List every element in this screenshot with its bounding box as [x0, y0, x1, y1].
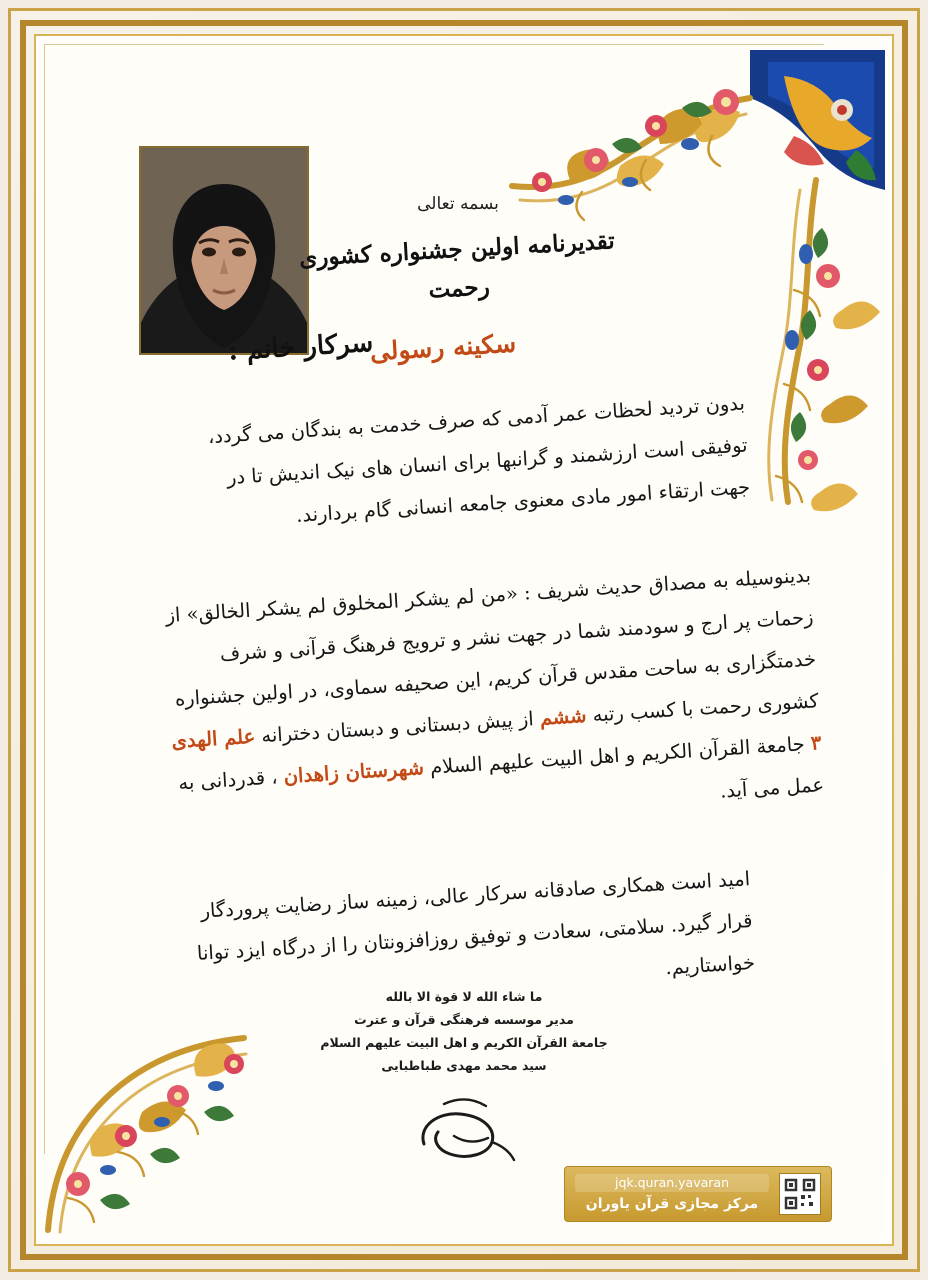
footer-handle[interactable]: jqk.quran.yavaran	[575, 1174, 769, 1193]
page-title: تقدیرنامه اولین جشنواره کشوری رحمت	[298, 227, 616, 304]
school-name: علم الهدی ۳	[170, 724, 822, 755]
paragraph-two-part-two: از پیش دبستانی و دبستان دخترانه	[260, 706, 535, 748]
qr-code-glyph	[784, 1178, 816, 1210]
paragraph-two	[151, 555, 825, 847]
qr-code-icon	[779, 1173, 821, 1215]
paragraph-two-part-one: بدینوسیله به مصداق حدیث شریف : «من لم یشکر المخلوق لم یشکر الخالق» از زحمات پر ارج و سودمند شما در جهت نشر و ترویج فرهنگ قرآنی و شرف خدمتگزاری به ساحت مقدس قرآن کریم، این صحیفه سماوی، در اولین جشنواره کشوری رحمت با کسب رتبه	[164, 563, 820, 727]
avatar	[139, 146, 309, 355]
recipient-name: سکینه رسولی	[369, 328, 517, 367]
footer-badge[interactable]	[564, 1166, 832, 1222]
salutation-label: سرکار خانم :	[227, 327, 375, 367]
signatory-line-4: سید محمد مهدی طباطبایی	[381, 1058, 547, 1074]
paragraph-three: امید است همکاری صادقانه سرکار عالی، زمینه ساز رضایت پروردگار قرار گیرد. سلامتی، سعادت و توفیق روزافزونتان را از درگاه ایزد توانا خواستاریم.	[196, 867, 756, 980]
basmala-text: بسمه تعالی	[417, 194, 499, 214]
signatory-block	[0, 985, 928, 1078]
rank-value: ششم	[539, 703, 588, 730]
footer-text	[575, 1174, 769, 1215]
paragraph-one: بدون تردید لحظات عمر آدمی که صرف خدمت به بندگان می گردد، توفیقی است ارزشمند و گرانبها برای انسان های نیک اندیش تا در جهت ارتقاء امور مادی معنوی جامعه انسانی گام بردارند.	[207, 391, 751, 527]
signatory-line-1: ما شاء الله لا قوة الا بالله	[385, 989, 543, 1004]
footer-organization: مرکز مجازی قرآن یاوران	[585, 1196, 759, 1213]
city-name: شهرستان زاهدان	[282, 755, 425, 788]
paragraph-two-part-four: ، قدردانی به عمل می آید.	[177, 765, 825, 803]
portrait-photo	[141, 148, 307, 353]
signatory-line-2: مدیر موسسه فرهنگی قرآن و عترت	[354, 1012, 574, 1028]
handwritten-signature	[404, 1090, 524, 1170]
paragraph-two-part-three: جامعة القرآن الکریم و اهل البیت علیهم السلام	[429, 731, 806, 779]
signatory-line-3: جامعة القرآن الکریم و اهل البیت علیهم السلام	[320, 1035, 608, 1051]
